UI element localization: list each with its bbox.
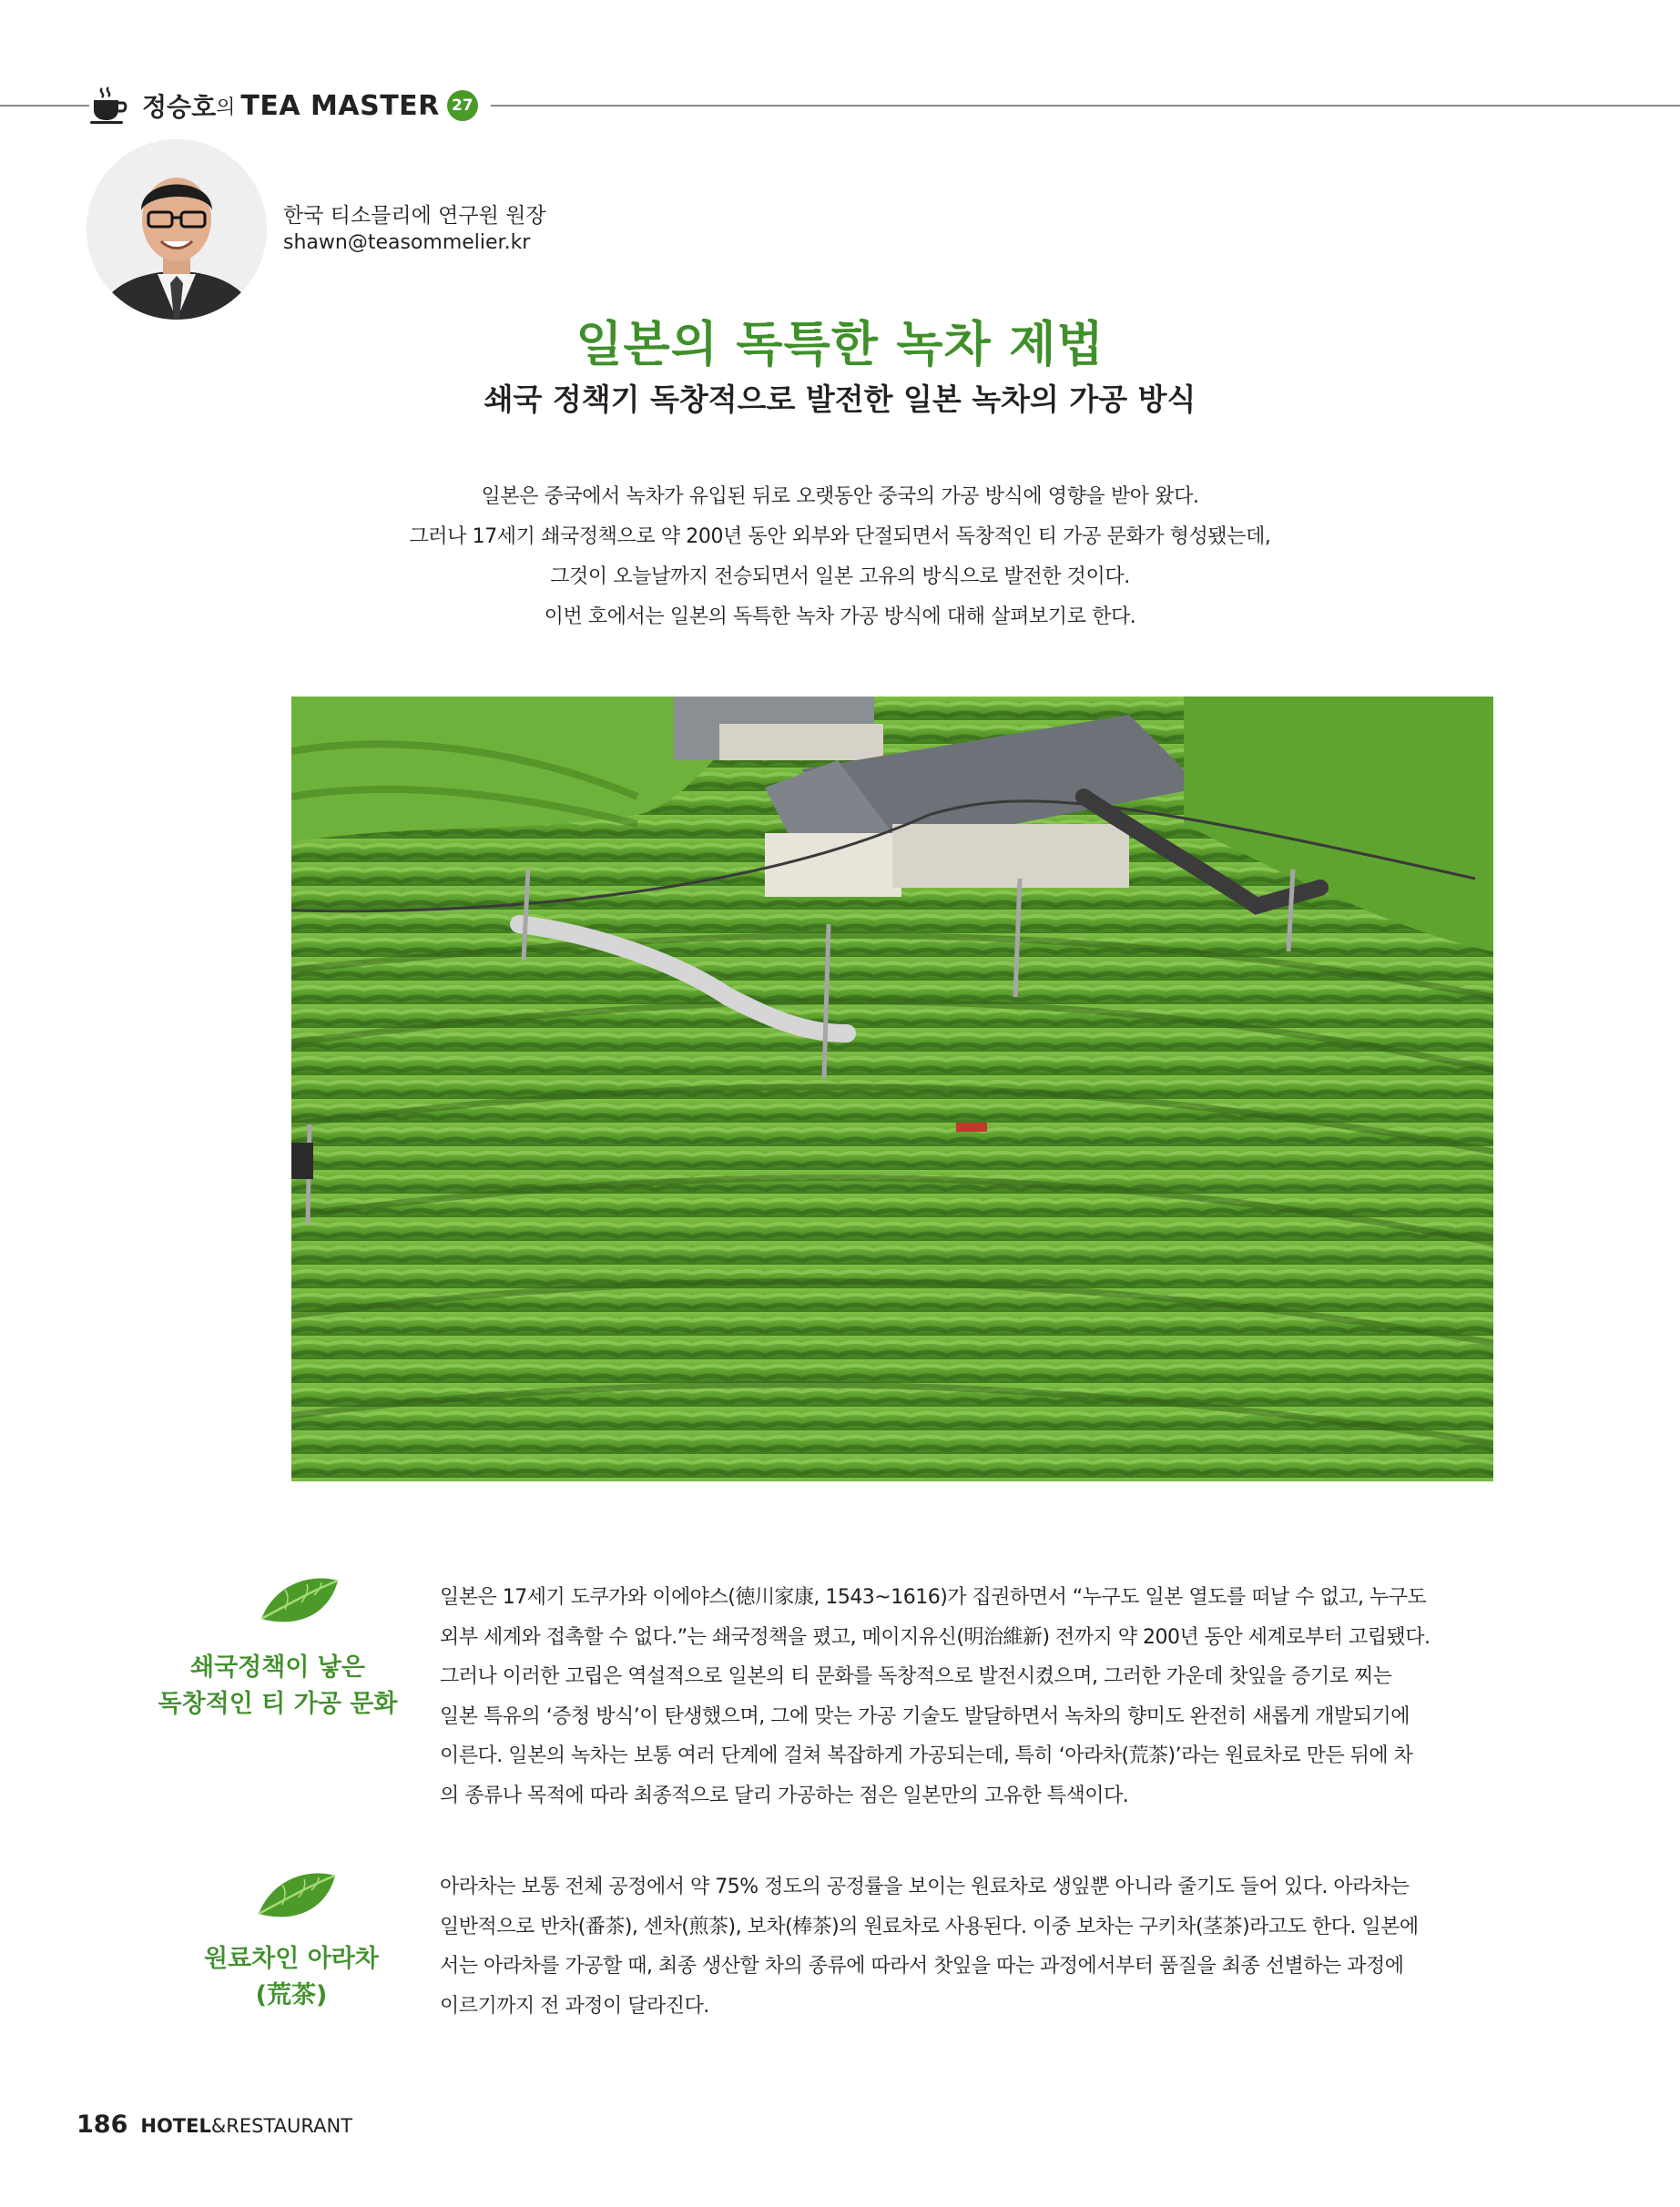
- body-line: 이르기까지 전 과정이 달라진다.: [440, 1994, 709, 2018]
- body-line: 이른다. 일본의 녹차는 보통 여러 단계에 걸쳐 복잡하게 가공되는데, 특히 ‘아라차(荒茶)’라는 원료차로 만든 뒤에 차: [440, 1744, 1413, 1767]
- body-line: 일본 특유의 ‘증청 방식’이 탄생했으며, 그에 맞는 가공 기술도 발달하면서 녹차의 향미도 완전히 새롭게 개발되기에: [440, 1704, 1410, 1728]
- intro-line: 그러나 17세기 쇄국정책으로 약 200년 동안 외부와 단절되면서 독창적인 티 가공 문화가 형성됐는데,: [409, 525, 1271, 548]
- column-header: [89, 84, 491, 127]
- intro-line: 이번 호에서는 일본의 독특한 녹차 가공 방식에 대해 살펴보기로 한다.: [544, 605, 1136, 628]
- header-author: 정승호: [142, 92, 217, 122]
- series-title: TEA MASTER: [240, 89, 440, 122]
- body-line: 일반적으로 반차(番茶), 센차(煎茶), 보차(棒茶)의 원료차로 사용된다. 이중 보차는 구키차(茎茶)라고도 한다. 일본에: [440, 1915, 1419, 1938]
- magazine-name-ampersand: &: [210, 2115, 227, 2137]
- section-label-line: 쇄국정책이 낳은: [190, 1653, 365, 1682]
- tea-plantation-photo: [291, 697, 1493, 1481]
- author-role: 한국 티소믈리에 연구원 원장: [283, 204, 546, 228]
- page-footer: [76, 2110, 352, 2139]
- intro-line: 그것이 오늘날까지 전승되면서 일본 고유의 방식으로 발전한 것이다.: [550, 565, 1130, 588]
- body-line: 그러나 이러한 고립은 역설적으로 일본의 티 문화를 독창적으로 발전시켰으며, 그러한 가운데 찻잎을 증기로 찌는: [440, 1665, 1392, 1688]
- body-line: 의 종류나 목적에 따라 최종적으로 달리 가공하는 점은 일본만의 고유한 특색이다.: [440, 1784, 1129, 1807]
- coffee-cup-icon: [89, 86, 131, 125]
- article-title: 일본의 독특한 녹차 제법: [575, 317, 1105, 372]
- body-paragraph: [440, 1867, 1489, 2026]
- magazine-name-hotel: HOTEL: [140, 2115, 211, 2137]
- intro-line: 일본은 중국에서 녹차가 유입된 뒤로 오랫동안 중국의 가공 방식에 영향을 받아 왔다.: [481, 485, 1199, 508]
- tea-leaf-icon: [255, 1868, 339, 1925]
- tea-leaf-icon: [258, 1573, 341, 1630]
- section-label: [182, 1941, 401, 2014]
- article-intro: [273, 477, 1407, 637]
- article-subtitle: 쇄국 정책기 독창적으로 발전한 일본 녹차의 가공 방식: [484, 381, 1196, 417]
- author-email[interactable]: shawn@teasommelier.kr: [283, 231, 531, 254]
- section-label-line: (荒茶): [255, 1981, 328, 2009]
- section-label-line: 원료차인 아라차: [204, 1945, 379, 1973]
- body-paragraph: [440, 1578, 1489, 1815]
- body-line: 일본은 17세기 도쿠가와 이에야스(徳川家康, 1543~1616)가 집권하면서 “누구도 일본 열도를 떠날 수 없고, 누구도: [440, 1586, 1427, 1609]
- page-number: 186: [76, 2110, 128, 2139]
- issue-badge: 27: [447, 90, 478, 121]
- magazine-name-restaurant: RESTAURANT: [226, 2115, 353, 2137]
- author-avatar: [87, 139, 267, 320]
- body-line: 아라차는 보통 전체 공정에서 약 75% 정도의 공정률을 보이는 원료차로 생잎뿐 아니라 줄기도 들어 있다. 아라차는: [440, 1876, 1410, 1898]
- body-line: 서는 아라차를 가공할 때, 최종 생산할 차의 종류에 따라서 찻잎을 따는 과정에서부터 품질을 최종 선별하는 과정에: [440, 1955, 1404, 1978]
- body-line: 외부 세계와 접촉할 수 없다.”는 쇄국정책을 폈고, 메이지유신(明治維新) 전까지 약 200년 동안 세계로부터 고립됐다.: [440, 1625, 1431, 1649]
- section-label-line: 독창적인 티 가공 문화: [158, 1690, 398, 1718]
- header-possessive: 의: [216, 96, 236, 119]
- section-label: [155, 1650, 401, 1723]
